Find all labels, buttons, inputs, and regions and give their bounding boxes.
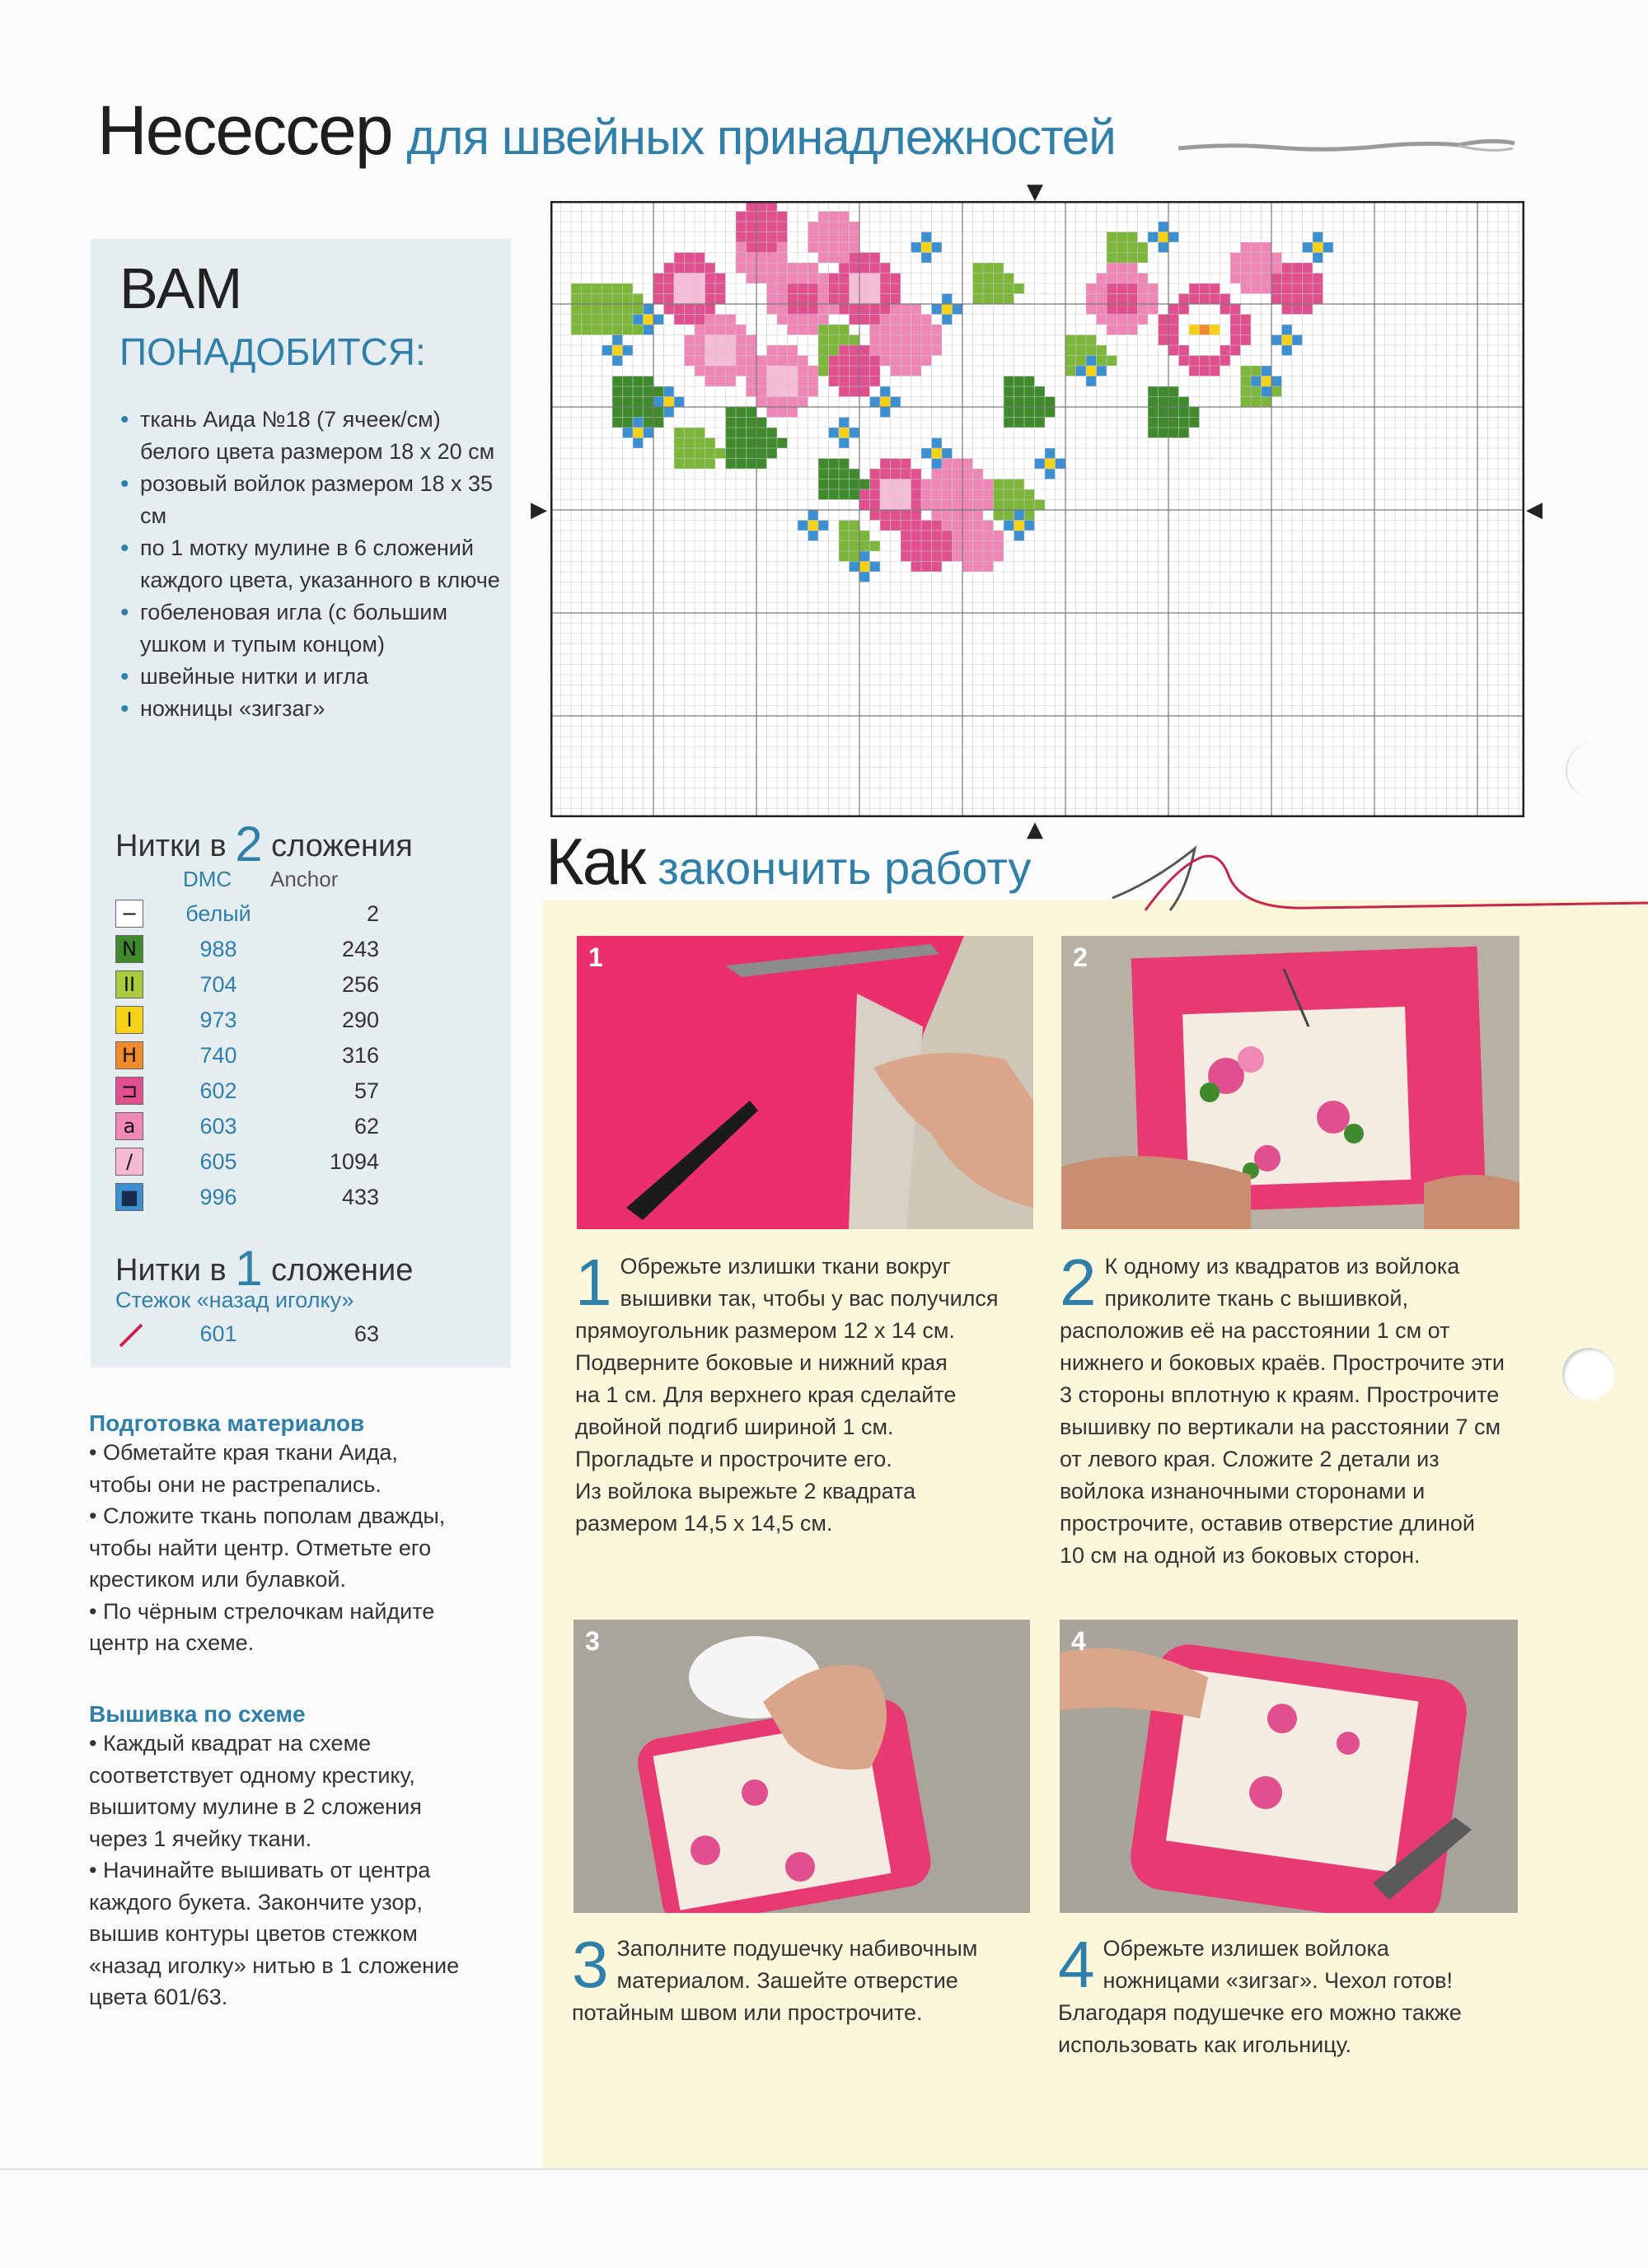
prep-line: крестиком или булавкой.: [89, 1567, 347, 1592]
prep-title: Подготовка материалов: [89, 1410, 365, 1436]
thread-symbol: −: [115, 900, 143, 928]
backstitch-row: [115, 1318, 461, 1351]
embroidery-line: через 1 ячейку ткани.: [89, 1826, 312, 1851]
thread-dmc: 988: [199, 937, 237, 961]
step1-photo: [577, 936, 1033, 1229]
thread-key-row: [115, 1075, 461, 1108]
step-line: двойной подгиб шириной 1 см.: [575, 1415, 894, 1439]
thread-anchor: 433: [341, 1185, 379, 1209]
prep-line: чтобы найти центр. Отметьте его: [89, 1535, 432, 1560]
thread-dmc: 704: [199, 972, 237, 997]
step-line: размером 14,5 x 14,5 см.: [575, 1511, 833, 1536]
center-arrow-top: ▼: [1027, 180, 1043, 204]
step-line: Заполните подушечку набивочным: [616, 1936, 978, 1961]
thread-key-row: [115, 1040, 461, 1073]
threads1-heading-num: 1: [235, 1241, 263, 1296]
thread-key-row: [115, 898, 461, 931]
thread-dmc: 973: [199, 1008, 237, 1032]
thread-symbol: ■: [115, 1183, 143, 1211]
backstitch-label: Стежок «назад иголку»: [115, 1288, 354, 1312]
step-line: нижнего и боковых краёв. Прострочите эти: [1060, 1350, 1505, 1375]
step4-illustration: [1060, 1620, 1518, 1913]
step3-illustration: [574, 1620, 1030, 1913]
backstitch-dmc: 601: [199, 1321, 237, 1346]
finishing-title-main: Как: [545, 825, 645, 898]
step1-text: [575, 1246, 1037, 1540]
material-item: • гобеленовая игла (с большим ушком и тупым концом): [115, 596, 503, 661]
step-line: ножницами «зигзаг». Чехол готов!: [1103, 1968, 1453, 1993]
step-line: вышивку по вертикали на расстоянии 7 см: [1060, 1415, 1501, 1439]
step-line: К одному из квадратов из войлока: [1104, 1254, 1460, 1279]
thread-symbol: a: [115, 1112, 143, 1140]
threads2-heading-post: сложения: [262, 829, 413, 863]
binder-hole-top: [1566, 741, 1625, 799]
center-arrow-left: ▶: [531, 498, 547, 522]
step4-photo: [1060, 1620, 1518, 1913]
material-item: • по 1 мотку мулине в 6 сложений каждого цвета, указанного в ключе: [115, 532, 503, 596]
embroidery-line: каждого букета. Закончите узор,: [89, 1889, 423, 1915]
page-title-sub: для швейных принадлежностей: [406, 110, 1116, 165]
material-item: • швейные нитки и игла: [115, 661, 503, 693]
thread-anchor: 290: [341, 1008, 379, 1032]
step-line: Из войлока вырежьте 2 квадрата: [575, 1479, 916, 1503]
step2-photo: [1061, 936, 1519, 1229]
embroidery-body: [89, 1728, 517, 2013]
prep-line: • Сложите ткань пополам дважды,: [89, 1503, 446, 1528]
step2-photo-number: 2: [1073, 942, 1088, 972]
step2-number: 2: [1060, 1246, 1097, 1319]
step-line: потайным швом или прострочите.: [572, 2000, 923, 2025]
step-line: 3 стороны вплотную к краям. Прострочите: [1060, 1382, 1500, 1407]
step4-photo-number: 4: [1071, 1626, 1086, 1656]
col-anchor: Anchor: [270, 867, 339, 891]
step3-text: [572, 1928, 1033, 2029]
step-line: вышивки так, чтобы у вас получился: [620, 1286, 999, 1311]
thread-anchor: 57: [353, 1078, 379, 1103]
embroidery-line: • Начинайте вышивать от центра: [89, 1858, 431, 1882]
threads1-heading-post: сложение: [262, 1253, 414, 1288]
backstitch-icon: [117, 1321, 145, 1349]
thread-dmc: 605: [199, 1149, 237, 1174]
embroidery-line: соответствует одному крестику,: [89, 1762, 415, 1788]
thread-swoosh: [1096, 832, 1648, 923]
thread-key-row: [115, 933, 461, 966]
finishing-title-sub: закончить работу: [658, 842, 1032, 894]
thread-anchor: 2: [366, 901, 379, 926]
threads2-heading-num: 2: [235, 816, 263, 872]
thread-dmc: белый: [185, 901, 251, 926]
thread-key-row: [115, 1181, 461, 1214]
embroidery-line: цвета 601/63.: [89, 1985, 228, 2009]
cross-stitch-chart: [550, 201, 1524, 817]
step4-text: [1058, 1928, 1536, 2061]
threads1-heading-pre: Нитки в: [115, 1253, 236, 1288]
thread-anchor: 243: [341, 937, 379, 961]
step-line: Благодаря подушечке его можно также: [1058, 2000, 1462, 2025]
materials-list: [115, 404, 503, 725]
embroidery-line: «назад иголку» нитью в 1 сложение: [89, 1952, 460, 1978]
embroidery-title: Вышивка по схеме: [89, 1701, 306, 1727]
thread-dmc: 740: [199, 1043, 237, 1068]
step-line: прямоугольник размером 12 x 14 см.: [575, 1318, 955, 1343]
thread-anchor: 62: [353, 1114, 379, 1139]
step-line: войлока изнаночными сторонами и: [1060, 1479, 1426, 1503]
threads2-heading: [115, 816, 413, 872]
embroidery-line: вышив контуры цветов стежком: [89, 1921, 418, 1946]
prep-line: центр на схеме.: [89, 1630, 255, 1655]
materials-panel: [91, 239, 511, 1368]
prep-body: [89, 1437, 509, 1659]
page-title: [97, 91, 1116, 171]
material-item: • ткань Аида №18 (7 ячеек/см) белого цвета размером 18 x 20 см: [115, 404, 503, 468]
page-bottom-line: [0, 2168, 1648, 2170]
material-item: • розовый войлок размером 18 x 35 см: [115, 468, 503, 532]
materials-subheading: ПОНАДОБИТСЯ:: [119, 330, 426, 373]
step-line: приколите ткань с вышивкой,: [1104, 1286, 1408, 1311]
threads2-heading-pre: Нитки в: [115, 829, 236, 863]
thread-dmc: 603: [199, 1114, 237, 1139]
center-arrow-right: ◀: [1526, 498, 1543, 522]
thread-anchor: 1094: [329, 1149, 379, 1174]
embroidery-section: [89, 1701, 517, 2013]
thread-symbol: N: [115, 935, 143, 963]
step4-number: 4: [1058, 1928, 1095, 2001]
prep-line: • По чёрным стрелочкам найдите: [89, 1598, 435, 1624]
step-line: 10 см на одной из боковых сторон.: [1060, 1543, 1421, 1568]
prep-section: [89, 1410, 509, 1659]
step-line: использовать как игольницу.: [1058, 2032, 1352, 2057]
step3-number: 3: [572, 1928, 609, 2001]
step-line: Обрежьте излишек войлока: [1103, 1936, 1389, 1961]
materials-heading: ВАМ: [119, 256, 243, 320]
step1-illustration: [577, 936, 1033, 1229]
step-line: на 1 см. Для верхнего края сделайте: [575, 1382, 957, 1407]
thread-symbol: I: [115, 1006, 143, 1034]
backstitch-anchor: 63: [353, 1321, 379, 1346]
page-title-main: Несессер: [97, 91, 392, 169]
step-line: прострочите, оставив отверстие длиной: [1060, 1511, 1475, 1536]
material-item: • ножницы «зигзаг»: [115, 693, 503, 725]
thread-symbol: II: [115, 970, 143, 998]
embroidery-line: вышитому мулине в 2 сложения: [89, 1794, 422, 1819]
prep-line: • Обметайте края ткани Аида,: [89, 1440, 398, 1465]
thread-key-row: [115, 1004, 461, 1037]
thread-key-row: [115, 1146, 461, 1179]
thread-decoration: [1178, 138, 1516, 155]
thread-key-row: [115, 1111, 461, 1143]
thread-anchor: 316: [341, 1043, 379, 1068]
thread-key-row: [115, 969, 461, 1002]
step1-photo-number: 1: [588, 942, 603, 972]
step-line: от левого края. Сложите 2 детали из: [1060, 1447, 1440, 1471]
col-dmc: DMC: [183, 867, 232, 891]
binder-hole: [1562, 1348, 1615, 1401]
thread-dmc: 996: [199, 1185, 237, 1209]
step3-photo-number: 3: [585, 1626, 600, 1656]
step2-illustration: [1061, 936, 1519, 1229]
step-line: Прогладьте и прострочите его.: [575, 1447, 892, 1471]
center-arrow-bottom: ▲: [1027, 817, 1043, 842]
step-line: Подверните боковые и нижний края: [575, 1350, 948, 1375]
finishing-title: [545, 824, 1032, 900]
step-line: Обрежьте излишки ткани вокруг: [620, 1254, 951, 1279]
step1-number: 1: [575, 1246, 612, 1319]
thread-symbol: H: [115, 1041, 143, 1069]
embroidery-line: • Каждый квадрат на схеме: [89, 1731, 372, 1756]
thread-symbol: /: [115, 1148, 143, 1176]
step-line: материалом. Зашейте отверстие: [616, 1968, 958, 1993]
prep-line: чтобы они не растрепались.: [89, 1471, 382, 1497]
step2-text: [1060, 1246, 1538, 1572]
thread-dmc: 602: [199, 1078, 237, 1103]
step3-photo: [574, 1620, 1030, 1913]
thread-symbol: ⊐: [115, 1077, 143, 1105]
thread-anchor: 256: [341, 972, 379, 997]
step-line: расположив её на расстоянии 1 см от: [1060, 1318, 1450, 1343]
